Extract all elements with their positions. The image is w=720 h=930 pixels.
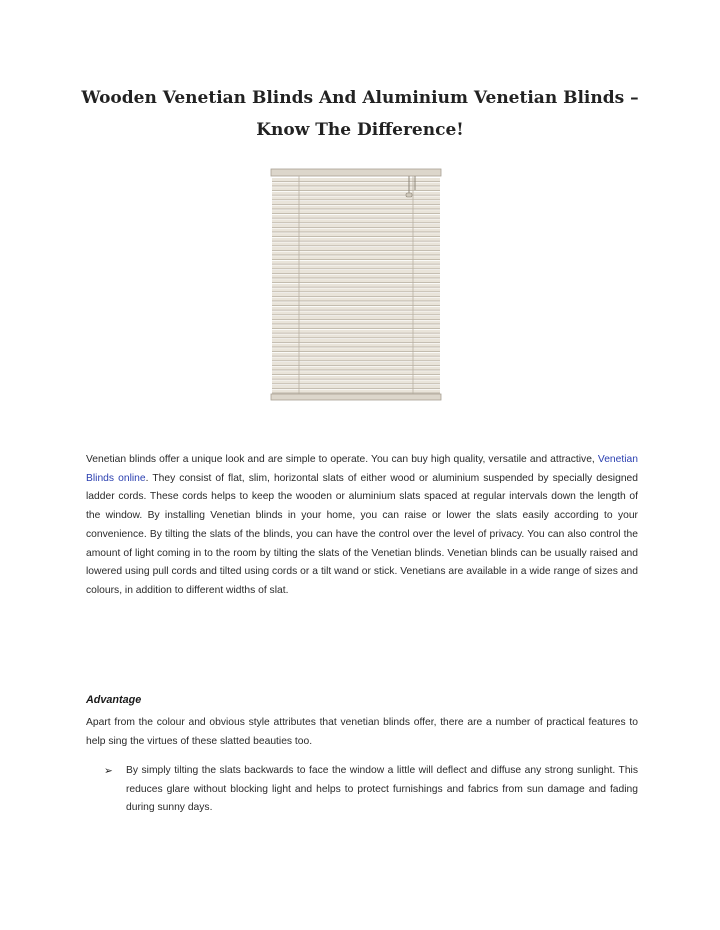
slat: [272, 247, 440, 250]
bullet-list-item: [104, 762, 638, 818]
slat: [272, 275, 440, 278]
slat: [272, 321, 440, 324]
slat: [272, 229, 440, 232]
slat: [272, 224, 440, 227]
slat: [272, 348, 440, 351]
advantage-heading: Advantage: [86, 694, 142, 706]
intro-text-start: Venetian blinds offer a unique look and are simple to operate. You can buy high quality, versatile and attractive,: [86, 454, 598, 465]
slat: [272, 233, 440, 236]
slat: [272, 376, 440, 379]
slat: [272, 380, 440, 383]
slat: [272, 279, 440, 282]
slat: [272, 334, 440, 337]
slat: [272, 219, 440, 222]
slat: [272, 192, 440, 195]
slat: [272, 311, 440, 314]
slat: [272, 367, 440, 370]
slat: [272, 215, 440, 218]
venetian-blind-image: [269, 168, 443, 402]
slat: [272, 357, 440, 360]
slat: [272, 210, 440, 213]
intro-paragraph: [86, 451, 638, 601]
slat: [272, 270, 440, 273]
slat: [272, 265, 440, 268]
slat: [272, 206, 440, 209]
slat: [272, 242, 440, 245]
intro-text-end: . They consist of flat, slim, horizontal slats of either wood or aluminium suspended by specially designed ladder cords. These cords helps to keep the wooden or aluminium slats spaced at regular intervals down the length of the window. By installing Venetian blinds in your home, you can raise or lower the slats easily according to your convenience. By tilting the slats of the blinds, you can have the control over the level of privacy. You can also control the amount of light coming in to the room by tilting the slats of the Venetian blinds. Venetian blinds can be usually raised and lowered using pull cords and tilted using cords or a tilt wand or stick. Venetians are available in a wide range of sizes and colours, in addition to different widths of slat.: [86, 472, 638, 596]
slat: [272, 344, 440, 347]
slat: [272, 307, 440, 310]
head-rail: [271, 169, 441, 176]
slat: [272, 293, 440, 296]
slat: [272, 330, 440, 333]
advantage-paragraph: Apart from the colour and obvious style attributes that venetian blinds offer, there are a number of practical features to help sing the virtues of these slatted beauties too.: [86, 717, 638, 747]
page-title-line-1: Wooden Venetian Blinds And Aluminium Venetian Blinds –: [81, 88, 639, 108]
slat: [272, 302, 440, 305]
slat: [272, 288, 440, 291]
slats-group: [272, 178, 440, 393]
slat: [272, 256, 440, 259]
slat: [272, 339, 440, 342]
arrow-bullet-icon: ➢: [104, 765, 113, 777]
page-title-line-2: Know The Difference!: [256, 120, 464, 140]
slat: [272, 238, 440, 241]
slat: [272, 196, 440, 199]
slat: [272, 261, 440, 264]
slat: [272, 201, 440, 204]
cord-tassel: [406, 193, 412, 197]
slat: [272, 298, 440, 301]
slat: [272, 390, 440, 393]
slat: [272, 325, 440, 328]
bullet-text: By simply tilting the slats backwards to face the window a little will deflect and diffuse any strong sunlight. This reduces glare without blocking light and helps to protect furnishings and fabrics from sun damage and fading during sunny days.: [126, 765, 638, 814]
slat: [272, 284, 440, 287]
slat: [272, 362, 440, 365]
slat: [272, 371, 440, 374]
slat: [272, 385, 440, 388]
slat: [272, 316, 440, 319]
bottom-rail: [271, 394, 441, 400]
venetian-blinds-online-link[interactable]: Venetian Blinds online: [86, 454, 638, 484]
venetian-blind-illustration: [269, 168, 443, 402]
slat: [272, 353, 440, 356]
slat: [272, 252, 440, 255]
